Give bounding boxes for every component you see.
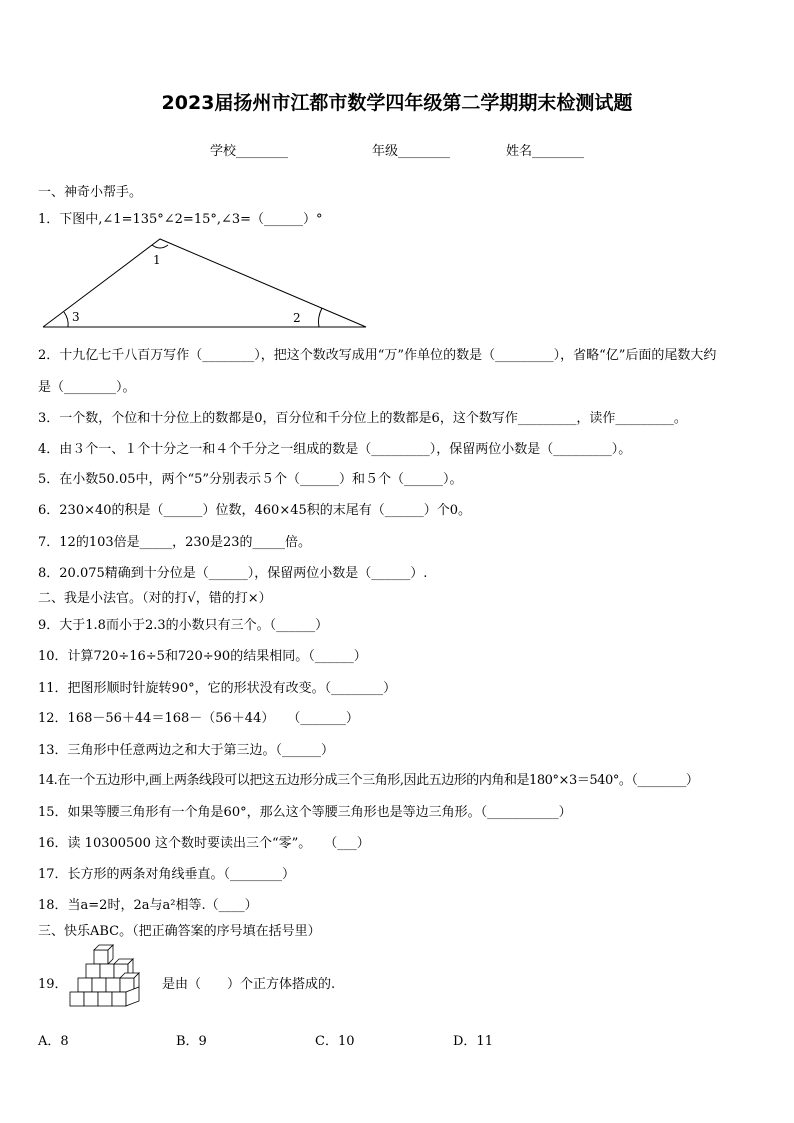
question-7: 7．12的103倍是_____，230是23的_____倍。: [38, 535, 311, 550]
angle-1-arc: [152, 245, 168, 248]
option-b[interactable]: B．9: [176, 1034, 207, 1049]
section-3-heading: 三、快乐ABC。（把正确答案的序号填在括号里）: [38, 924, 321, 939]
angle-3-label: 3: [72, 310, 80, 324]
question-2: 2．十九亿七千八百万写作（________），把这个数改写成用“万”作单位的数是（_________），省略“亿”后面的尾数大约: [38, 348, 717, 363]
question-5: 5．在小数50.05中，两个“5”分别表示５个（______）和５个（______）。: [38, 472, 463, 487]
section-2-heading: 二、我是小法官。（对的打√，错的打×）: [38, 591, 272, 606]
question-2-cont: 是（________）。: [38, 380, 136, 395]
cube-stack-figure: [66, 944, 156, 1012]
question-8: 8．20.075精确到十分位是（______），保留两位小数是（______）.: [38, 566, 428, 581]
option-a[interactable]: A．8: [38, 1034, 69, 1049]
question-19-text: 是由（ ）个正方体搭成的.: [162, 977, 336, 992]
option-d[interactable]: D．11: [453, 1034, 493, 1049]
grade-field: 年级________: [372, 144, 451, 159]
question-6: 6．230×40的积是（______）位数，460×45积的末尾有（______）个0。: [38, 503, 472, 518]
name-field: 姓名________: [506, 144, 585, 159]
section-1-heading: 一、神奇小帮手。: [38, 185, 143, 200]
question-18: 18．当a=2时，2a与a²相等.（____）: [38, 898, 258, 913]
question-1: 1．下图中,∠1=135°∠2=15°,∠3=（______）°: [38, 212, 323, 227]
angle-2-arc: [318, 308, 322, 327]
question-19-number: 19．: [38, 977, 68, 992]
angle-1-label: 1: [153, 253, 161, 267]
question-13: 13．三角形中任意两边之和大于第三边。（______）: [38, 743, 335, 758]
page-title: 2023届扬州市江都市数学四年级第二学期期末检测试题: [161, 92, 633, 114]
option-c[interactable]: C．10: [315, 1034, 355, 1049]
question-15: 15．如果等腰三角形有一个角是60°，那么这个等腰三角形也是等边三角形。（___________）: [38, 805, 572, 820]
question-17: 17．长方形的两条对角线垂直。（________）: [38, 867, 296, 882]
question-16: 16．读 10300500 这个数时要读出三个“零”。 （___）: [38, 836, 370, 851]
question-9: 9．大于1.8而小于2.3的小数只有三个。（______）: [38, 618, 329, 633]
question-14: 14.在一个五边形中,画上两条线段可以把这五边形分成三个三角形,因此五边形的内角和是180°×3＝540°。（________）: [38, 773, 699, 788]
question-4: 4．由３个一、１个十分之一和４个千分之一组成的数是（_________），保留两位小数是（_________）。: [38, 442, 632, 457]
question-12: 12．168－56＋44＝168－（56＋44） （_______）: [38, 711, 359, 726]
question-10: 10．计算720÷16÷5和720÷90的结果相同。（______）: [38, 649, 367, 664]
question-11: 11．把图形顺时针旋转90°，它的形状没有改变。（________）: [38, 681, 397, 696]
angle-3-arc: [64, 312, 68, 327]
angle-2-label: 2: [293, 311, 301, 325]
triangle-figure: [38, 234, 373, 334]
triangle-outline: [43, 239, 366, 327]
school-field: 学校________: [210, 144, 289, 159]
question-3: 3．一个数，个位和十分位上的数都是0，百分位和千分位上的数都是6，这个数写作_________，读作_________。: [38, 411, 687, 426]
